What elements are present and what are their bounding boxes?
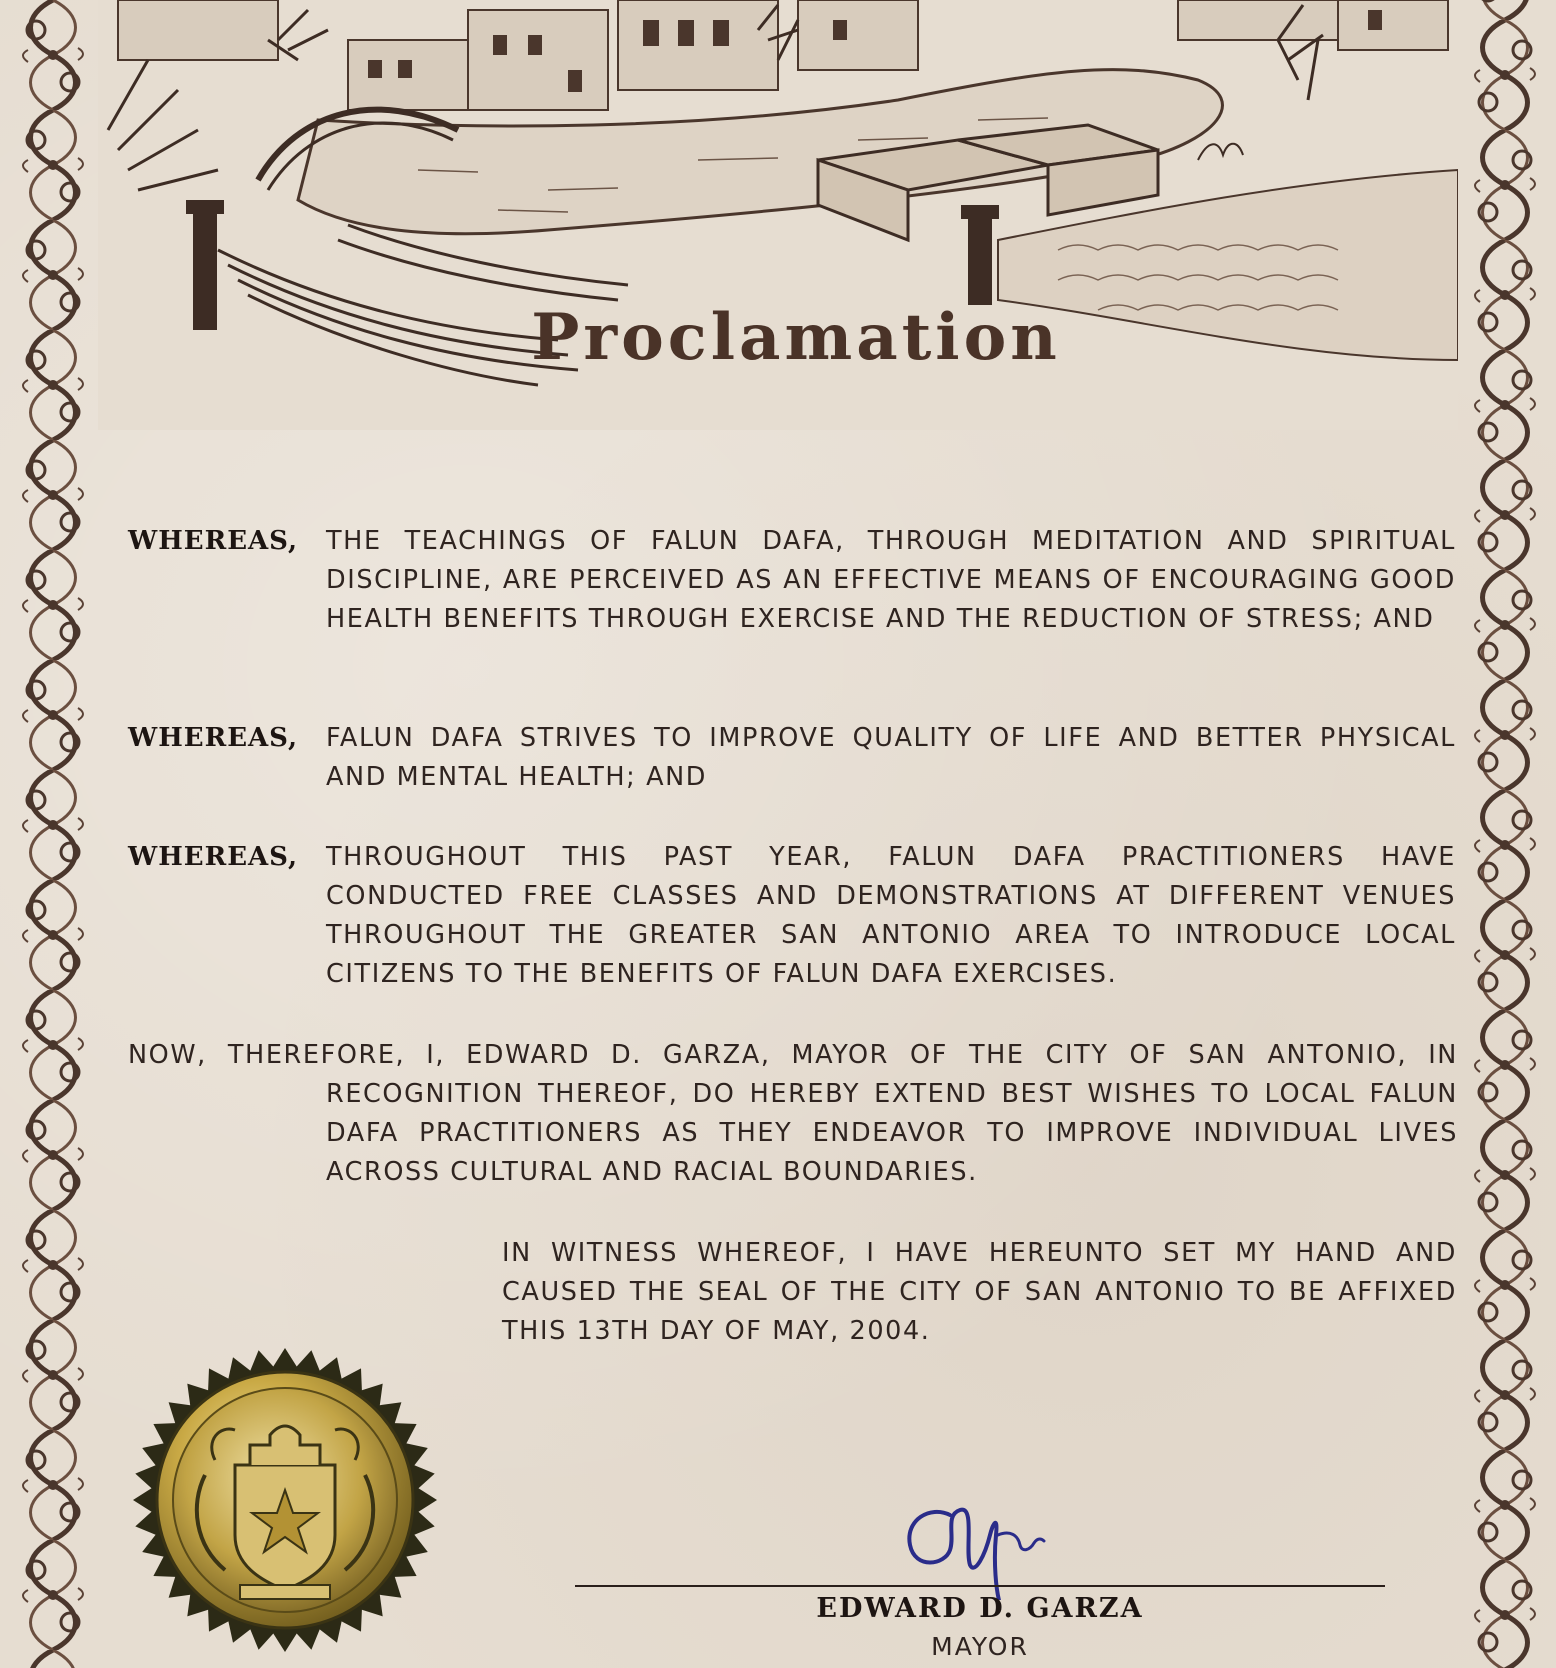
whereas-clause-1 (128, 522, 1458, 639)
whereas-label: WHEREAS, (128, 723, 299, 753)
whereas-label: WHEREAS, (128, 842, 299, 872)
whereas-clause-3 (128, 838, 1458, 994)
now-therefore-clause (128, 1036, 1458, 1192)
witness-statement: IN WITNESS WHEREOF, I HAVE HEREUNTO SET MY HAND AND CAUSED THE SEAL OF THE CITY OF SAN ANTONIO TO BE AFFIXED THIS 13TH DAY OF MAY, 2004. (502, 1238, 1457, 1346)
ornamental-border-right (1460, 0, 1550, 1668)
whereas-text: FALUN DAFA STRIVES TO IMPROVE QUALITY OF LIFE AND BETTER PHYSICAL AND MENTAL HEALTH; AND (326, 723, 1456, 792)
whereas-text: THROUGHOUT THIS PAST YEAR, FALUN DAFA PRACTITIONERS HAVE CONDUCTED FREE CLASSES AND DEMONSTRATIONS AT DIFFERENT VENUES THROUGHOUT THE GREATER SAN ANTONIO AREA TO INTRODUCE LOCAL CITIZENS TO THE BENEFITS OF FALUN DAFA EXERCISES. (326, 842, 1456, 989)
now-therefore-first-line: NOW, THEREFORE, I, EDWARD D. GARZA, MAYOR OF THE CITY OF SAN ANTONIO, IN (128, 1040, 1458, 1070)
signature-line (575, 1585, 1385, 1587)
whereas-clause-2 (128, 719, 1458, 797)
city-seal-icon (130, 1345, 440, 1655)
now-therefore-text: RECOGNITION THEREOF, DO HEREBY EXTEND BEST WISHES TO LOCAL FALUN DAFA PRACTITIONERS AS THEY ENDEAVOR TO IMPROVE INDIVIDUAL LIVES ACROSS CULTURAL AND RACIAL BOUNDARIES. (326, 1079, 1458, 1187)
ornamental-border-left (8, 0, 98, 1668)
proclamation-title: Proclamation (531, 300, 1061, 375)
signer-name: EDWARD D. GARZA (816, 1593, 1144, 1624)
whereas-text: THE TEACHINGS OF FALUN DAFA, THROUGH MEDITATION AND SPIRITUAL DISCIPLINE, ARE PERCEIVED AS AN EFFECTIVE MEANS OF ENCOURAGING GOOD HEALTH BENEFITS THROUGH EXERCISE AND THE REDUCTION OF STRESS; AND (326, 526, 1456, 634)
mayor-signature (880, 1480, 1080, 1600)
whereas-label: WHEREAS, (128, 526, 299, 556)
signer-title: MAYOR (931, 1632, 1029, 1661)
